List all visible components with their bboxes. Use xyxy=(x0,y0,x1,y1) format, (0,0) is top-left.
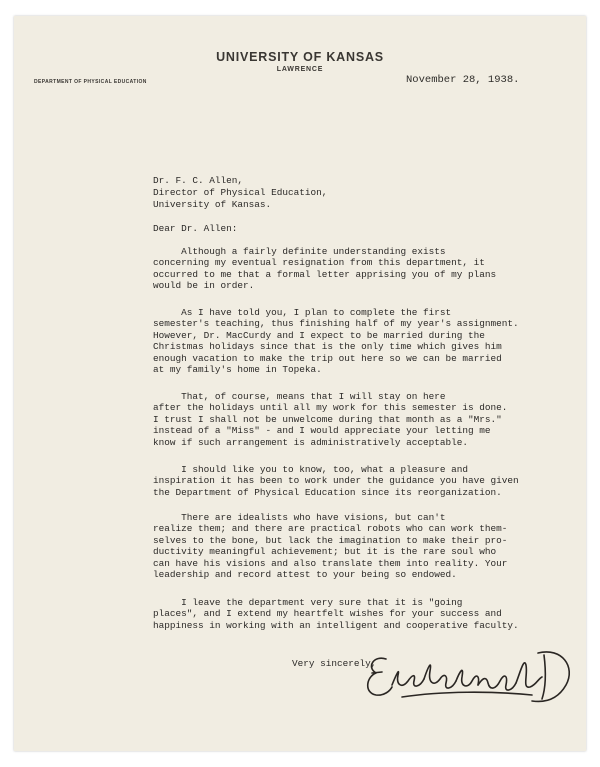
paragraph-1: Although a fairly definite understanding exists concerning my eventual resignation from this department, it occurred to me that a formal letter apprising you of my plans would be in order. xyxy=(153,246,497,292)
paragraph-5: There are idealists who have visions, but can't realize them; and there are practical robots who can work them- selves to the bone, but lack the imagination to make their pro- ductivity meaningful achievement; but it is the rare soul who can have his visions and also translate them into reality. Your leadership and record attest to your being so endowed. xyxy=(153,512,508,581)
closing: Very sincerely, xyxy=(292,658,377,669)
salutation: Dear Dr. Allen: xyxy=(153,223,238,234)
paragraph-4: I should like you to know, too, what a pleasure and inspiration it has been to work under the guidance you have given the Department of Physical Education since its reorganization. xyxy=(153,464,519,498)
letter-date: November 28, 1938. xyxy=(406,74,520,86)
letterhead-university: UNIVERSITY OF KANSAS xyxy=(216,50,384,64)
recipient-line-3: University of Kansas. xyxy=(153,199,272,210)
paragraph-3: That, of course, means that I will stay on here after the holidays until all my work for this semester is done. I trust I shall not be unwelcome during that month as a "Mrs." instead of a "Miss" - and I would appreciate your letting me know if such arrangement is administratively acceptable. xyxy=(153,391,508,448)
letter-paper xyxy=(14,16,586,751)
letterhead-city: LAWRENCE xyxy=(276,66,324,73)
handwritten-signature xyxy=(362,645,577,707)
paragraph-2: As I have told you, I plan to complete the first semester's teaching, thus finishing half of my year's assignment. However, Dr. MacCurdy and I expect to be married during the Christmas holidays since that is the only time which gives him enough vacation to make the trip out here so we can be married at my family's home in Topeka. xyxy=(153,307,519,376)
letterhead-department: DEPARTMENT OF PHYSICAL EDUCATION xyxy=(34,79,147,85)
paragraph-6: I leave the department very sure that it is "going places", and I extend my heartfelt wishes for your success and happiness in working with an intelligent and cooperative faculty. xyxy=(153,597,519,631)
recipient-line-2: Director of Physical Education, xyxy=(153,187,328,198)
recipient-line-1: Dr. F. C. Allen, xyxy=(153,175,244,186)
